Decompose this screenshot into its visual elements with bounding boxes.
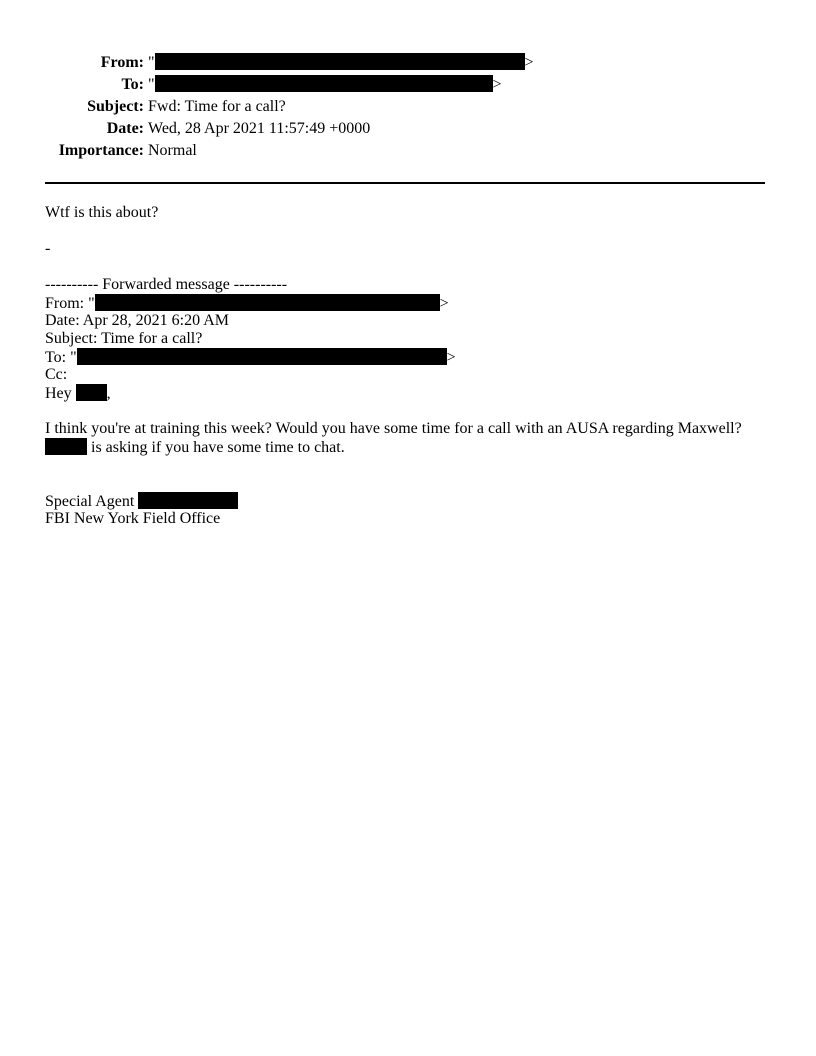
fwd-subject-line: Subject: Time for a call? — [45, 330, 203, 347]
signature-title: Special Agent — [45, 493, 139, 510]
header-date-row — [0, 119, 816, 141]
to-label: To: — [121, 76, 144, 93]
redaction-box — [77, 348, 447, 365]
blank-line — [45, 402, 775, 420]
fwd-from-prefix: From: " — [45, 295, 95, 312]
importance-value: Normal — [148, 142, 197, 159]
signature-title-line — [45, 492, 775, 510]
from-quote: " — [148, 54, 155, 71]
fwd-to-prefix: To: " — [45, 349, 77, 366]
forwarded-marker: ---------- Forwarded message ---------- — [45, 276, 288, 293]
blank-line — [45, 456, 775, 474]
redaction-box — [95, 294, 440, 311]
signature-office: FBI New York Field Office — [45, 510, 221, 527]
from-bracket: > — [524, 54, 534, 71]
greeting-suffix: , — [106, 385, 111, 402]
to-quote: " — [148, 76, 155, 93]
header-divider — [45, 182, 765, 184]
email-header — [0, 53, 816, 163]
fwd-from-suffix: > — [439, 295, 449, 312]
reply-text: Wtf is this about? — [45, 204, 159, 221]
header-importance-row — [0, 141, 816, 163]
greeting-prefix: Hey — [45, 385, 76, 402]
to-value — [148, 75, 502, 95]
header-from-row — [0, 53, 816, 75]
blank-line — [45, 258, 775, 276]
fwd-to-suffix: > — [446, 349, 456, 366]
from-label: From: — [100, 54, 144, 71]
date-value: Wed, 28 Apr 2021 11:57:49 +0000 — [148, 120, 371, 137]
message-line-1: I think you're at training this week? Would you have some time for a call with an AUSA regarding Maxwell? — [45, 420, 742, 437]
fwd-from-line — [45, 294, 775, 312]
redaction-box — [76, 384, 107, 401]
redaction-box — [155, 53, 525, 70]
message-line-2 — [45, 438, 775, 456]
importance-label: Importance: — [58, 142, 144, 159]
message-line-2-text: is asking if you have some time to chat. — [87, 439, 345, 456]
subject-value: Fwd: Time for a call? — [148, 98, 286, 115]
date-label: Date: — [106, 120, 144, 137]
redaction-box — [138, 492, 238, 509]
header-subject-row — [0, 97, 816, 119]
redaction-box — [45, 438, 87, 455]
fwd-date-line: Date: Apr 28, 2021 6:20 AM — [45, 312, 229, 329]
blank-line — [45, 222, 775, 240]
header-to-row — [0, 75, 816, 97]
blank-line — [45, 474, 775, 492]
dash-line: - — [45, 240, 51, 257]
email-body — [45, 204, 775, 528]
fwd-to-line — [45, 348, 775, 366]
subject-label: Subject: — [87, 98, 144, 115]
greeting-line — [45, 384, 775, 402]
redaction-box — [155, 75, 493, 92]
from-value — [148, 53, 534, 73]
to-bracket: > — [492, 76, 502, 93]
fwd-cc-line: Cc: — [45, 366, 68, 383]
